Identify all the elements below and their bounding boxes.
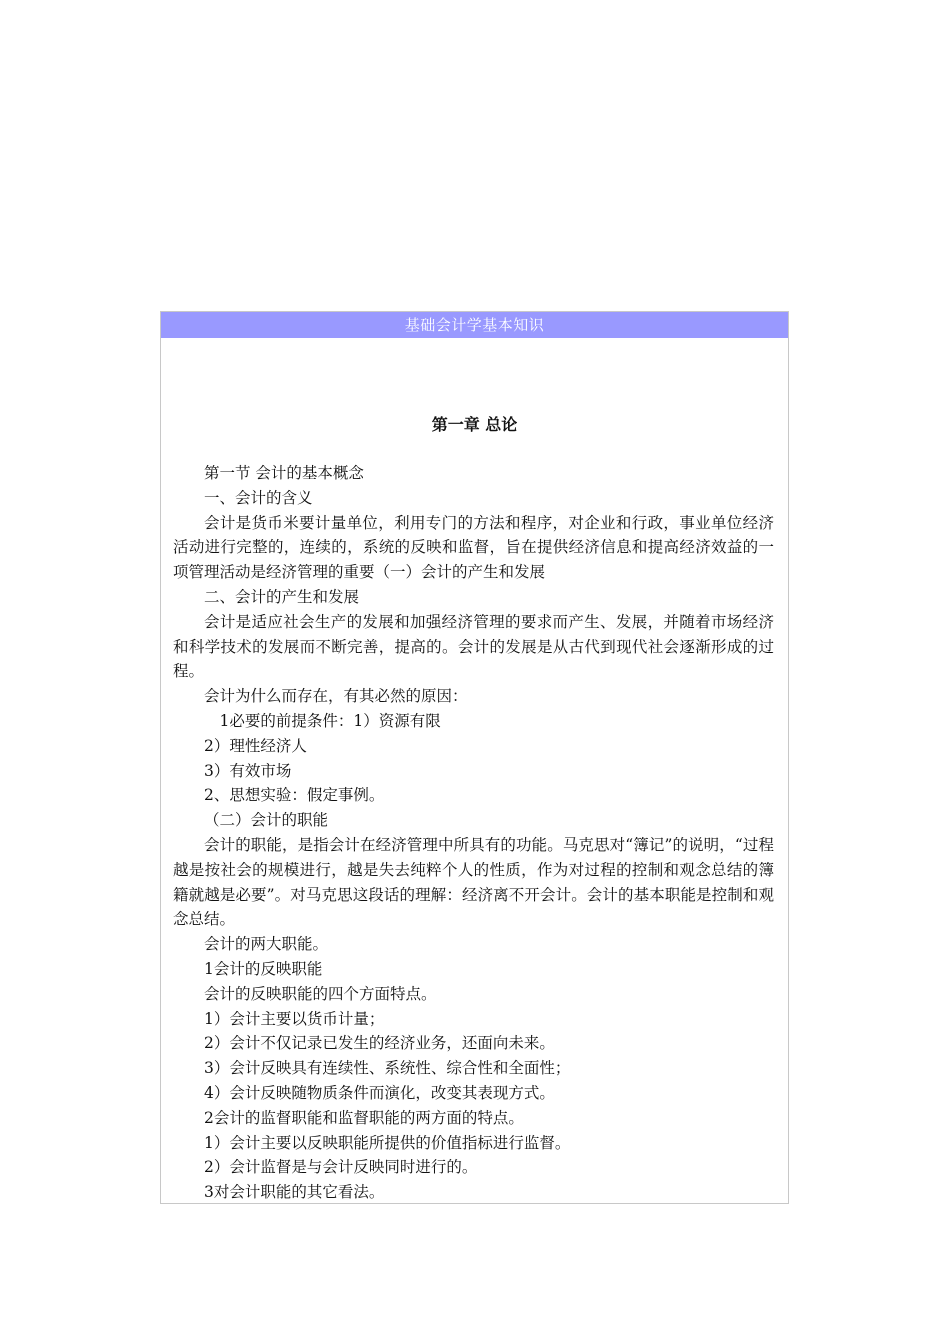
list-item: 3）会计反映具有连续性、系统性、综合性和全面性； [204,1059,571,1078]
list-item: 1）会计主要以货币计量； [204,1009,385,1028]
list-item: 3对会计职能的其它看法。 [204,1183,385,1202]
list-item: 2、思想实验：假定事例。 [204,786,385,805]
list-item: 2）理性经济人 [204,736,307,755]
list-item: 3）有效市场 [204,761,292,780]
list-item: 1）会计主要以反映职能所提供的价值指标进行监督。 [204,1133,571,1152]
list-item: 1必要的前提条件：1）资源有限 [219,711,441,730]
section-heading: 第一节 会计的基本概念 [204,464,364,482]
list-item: 4）会计反映随物质条件而演化，改变其表现方式。 [204,1083,555,1102]
chapter-title: 第一章 总论 [431,415,518,434]
document-body [173,461,774,1205]
subsection-heading: 一、会计的含义 [204,488,313,507]
body-paragraph: 会计为什么而存在，有其必然的原因： [204,687,468,706]
body-paragraph: 会计的职能，是指会计在经济管理中所具有的功能。马克思对“簿记”的说明，“过程越是按社会的规模进行，越是失去纯粹个人的性质，作为对过程的控制和观念总结的簿籍就越是必要”。对马克思这段话的理解：经济离不开会计。会计的基本职能是控制和观念总结。 [173,835,774,929]
subsection-heading: 二、会计的产生和发展 [204,587,360,606]
body-paragraph: 会计的两大职能。 [204,935,329,954]
document-title: 基础会计学基本知识 [404,316,545,334]
body-paragraph: 会计是货币米要计量单位，利用专门的方法和程序，对企业和行政，事业单位经济活动进行完整的，连续的，系统的反映和监督，旨在提供经济信息和提高经济效益的一项管理活动是经济管理的重要（一）会计的产生和发展 [173,513,774,582]
list-item: 1会计的反映职能 [204,959,323,978]
list-item: 2）会计不仅记录已发生的经济业务，还面向未来。 [204,1034,555,1053]
subsection-heading: （二）会计的职能 [204,811,329,830]
document-title-bar [161,312,788,338]
list-item: 2会计的监督职能和监督职能的两方面的特点。 [204,1108,524,1127]
list-item: 2）会计监督是与会计反映同时进行的。 [204,1158,478,1177]
body-paragraph: 会计是适应社会生产的发展和加强经济管理的要求而产生、发展，并随着市场经济和科学技术的发展而不断完善，提高的。会计的发展是从古代到现代社会逐渐形成的过程。 [173,612,774,681]
body-paragraph: 会计的反映职能的四个方面特点。 [204,984,437,1003]
document-frame [160,311,789,1204]
